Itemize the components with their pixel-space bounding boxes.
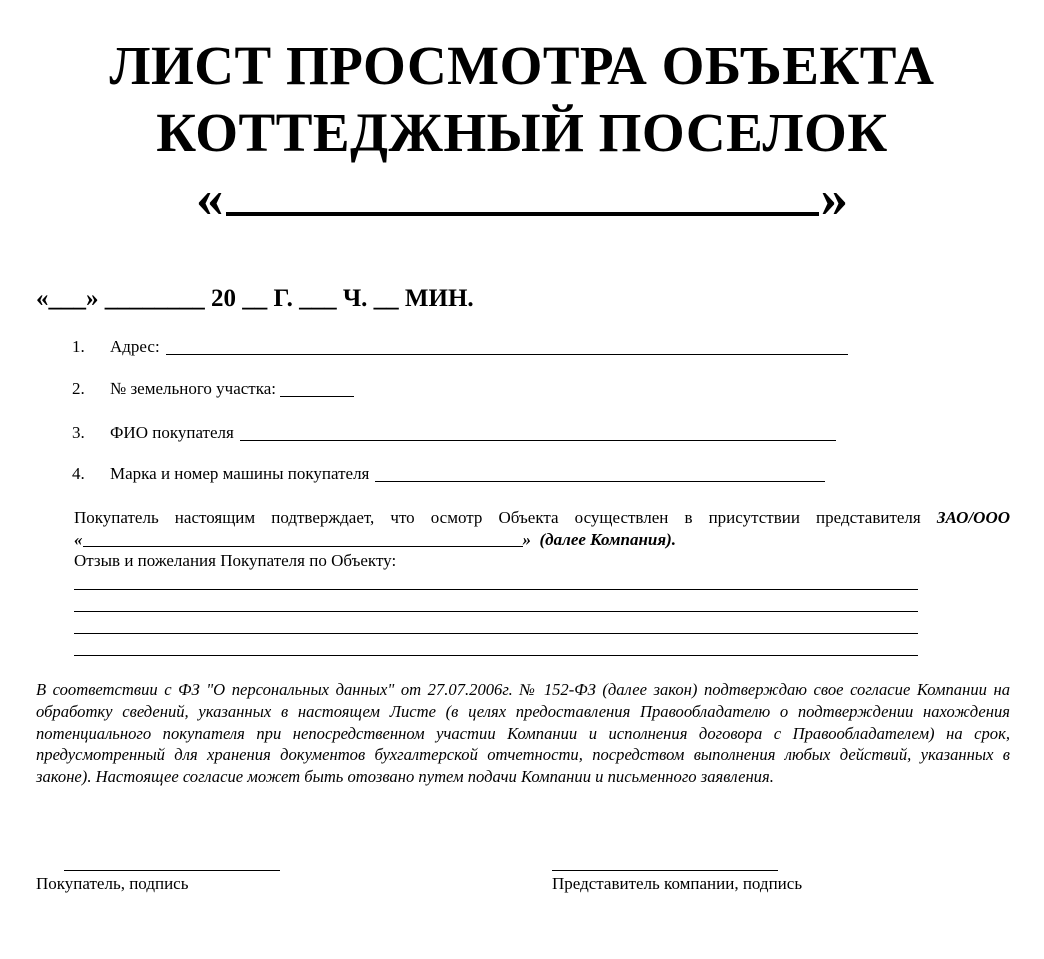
title-open-quote: « (196, 167, 224, 228)
review-input-line[interactable] (74, 633, 918, 634)
field-label: ФИО покупателя (110, 423, 234, 442)
personal-data-consent: В соответствии с ФЗ "О персональных данных" от 27.07.2006г. № 152-ФЗ (далее закон) подтверждаю свое согласие Компании на обработку сведений, указанных в настоящем Листе (в целях предоставления Правообладателю о подтверждении нахождения потенциального покупателя при непосредственном участии Компании и исполнения договора с Правообладателем) на срок, предусмотренный для хранения документов бухгалтерской отчетности, посредством выполнения любых действий, указанных в законе). Настоящее согласие может быть отозвано путем подачи Компании и письменного заявления. (36, 680, 1010, 787)
title-line-1: ЛИСТ ПРОСМОТРА ОБЪЕКТА (109, 35, 935, 96)
field-number: 1. (72, 337, 85, 356)
company-prefix: ЗАО/ООО (936, 508, 1011, 527)
date-time-line: «___» ________ 20 __ Г. ___ Ч. __ МИН. (36, 285, 474, 312)
field-label: Адрес: (110, 337, 160, 356)
settlement-name-blank (196, 168, 848, 228)
review-label: Отзыв и пожелания Покупателя по Объекту: (74, 551, 397, 570)
review-input-line[interactable] (74, 589, 918, 590)
company-signature-line[interactable] (552, 870, 778, 871)
confirmation-company-line (74, 529, 676, 551)
field-label: Марка и номер машины покупателя (110, 464, 370, 483)
settlement-name-line (226, 211, 819, 216)
company-signature-label: Представитель компании, подпись (552, 874, 803, 893)
company-name-input-line[interactable] (83, 530, 523, 547)
field-buyer-name (72, 422, 836, 444)
field-number: 3. (72, 423, 85, 442)
title-close-quote: » (820, 167, 848, 228)
confirmation-text (74, 507, 1010, 529)
company-close-suffix: » (далее Компания). (522, 530, 677, 549)
car-input-line[interactable] (375, 464, 825, 482)
field-number: 4. (72, 464, 85, 483)
field-address (72, 336, 848, 358)
buyer-signature-line[interactable] (64, 870, 280, 871)
review-input-line[interactable] (74, 655, 918, 656)
review-input-line[interactable] (74, 611, 918, 612)
land-plot-input-line[interactable] (280, 379, 354, 397)
company-open-quote: « (74, 530, 83, 549)
title-line-2: КОТТЕДЖНЫЙ ПОСЕЛОК (156, 102, 888, 163)
buyer-signature-label: Покупатель, подпись (36, 874, 189, 893)
field-land-plot (72, 378, 354, 400)
field-label: № земельного участка: (110, 379, 277, 398)
buyer-name-input-line[interactable] (240, 423, 836, 441)
field-number: 2. (72, 379, 85, 398)
confirmation-body: Покупатель настоящим подтверждает, что осмотр Объекта осуществлен в присутствии представителя (74, 508, 921, 527)
address-input-line[interactable] (166, 337, 848, 355)
field-car (72, 463, 825, 485)
